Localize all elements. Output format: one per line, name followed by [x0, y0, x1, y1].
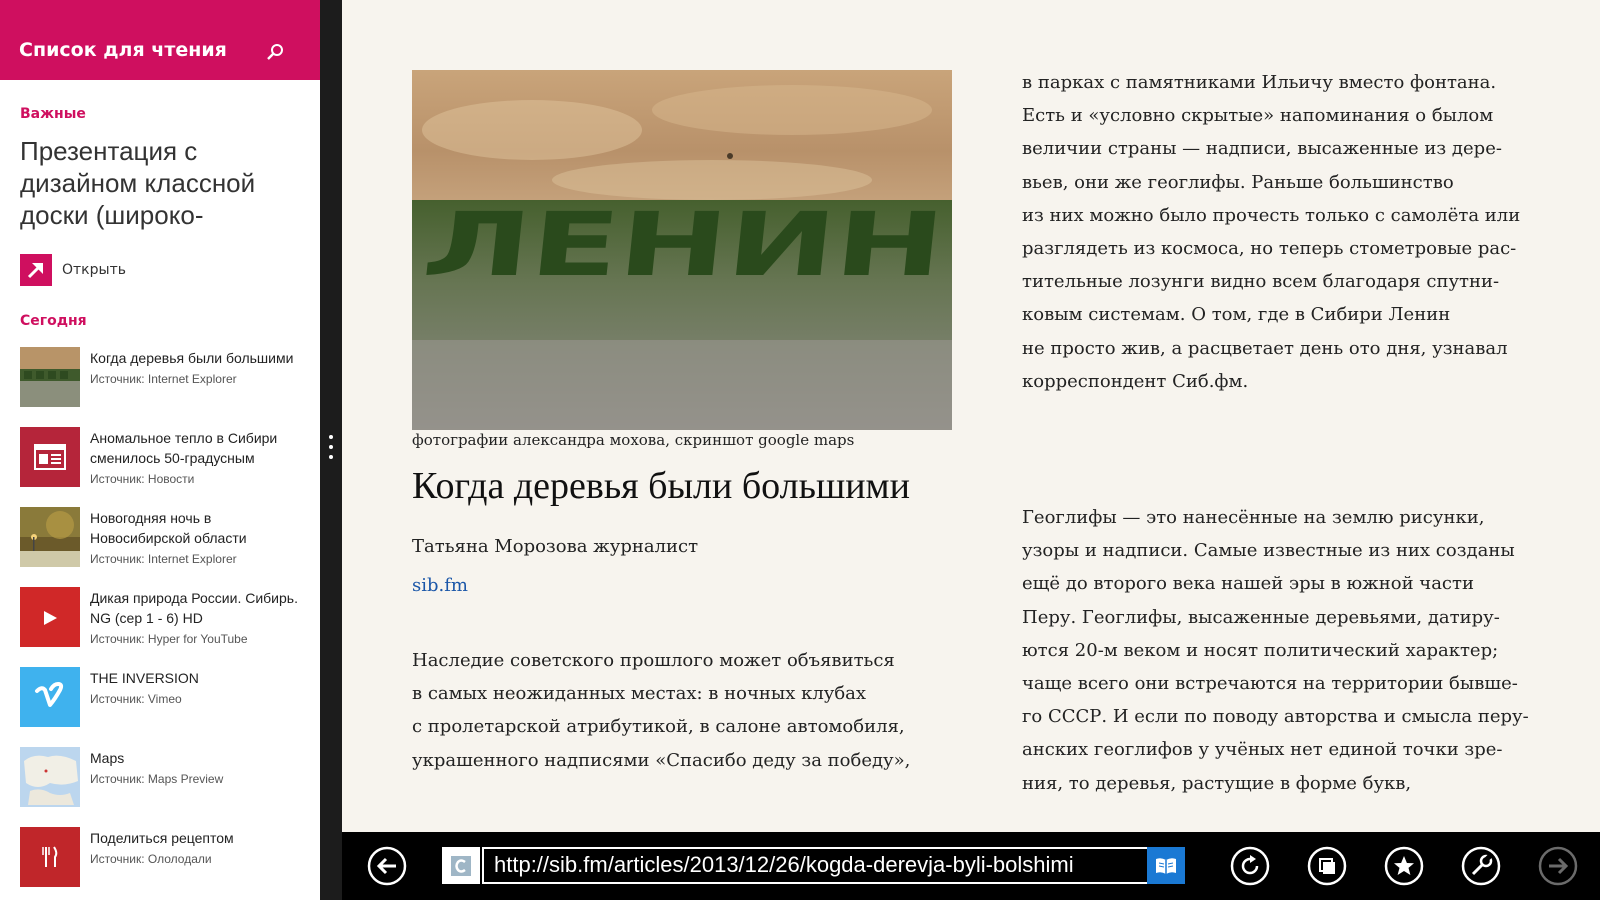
play-icon — [20, 587, 80, 647]
reading-list-item[interactable] — [20, 667, 300, 727]
article-paragraph: Наследие советского прошлого может объявиться в самых неожиданных местах: в ночных клубах с пролетарской атрибутикой, в салоне автомобиля, украшенного надписями «Спасибо деду за победу», — [412, 650, 911, 771]
refresh-icon[interactable] — [1230, 846, 1270, 886]
favorites-icon[interactable] — [1384, 846, 1424, 886]
splitter-grip-icon — [327, 435, 335, 465]
pane-splitter[interactable] — [320, 0, 342, 900]
item-title: Аномальное тепло в Сибири сменилось 50-градусным — [90, 430, 278, 466]
address-bar[interactable]: http://sib.fm/articles/2013/12/26/kogda-derevja-byli-bolshimi — [482, 847, 1147, 884]
winter-night-thumbnail — [20, 507, 80, 567]
item-title: Когда деревья были большими — [90, 350, 294, 366]
item-source: Источник: Internet Explorer — [90, 552, 237, 566]
article-author: Татьяна Морозова журналист — [412, 536, 699, 557]
item-source: Источник: Vimeo — [90, 692, 182, 706]
browser-app-bar — [342, 832, 1600, 900]
vimeo-icon — [20, 667, 80, 727]
news-icon — [20, 427, 80, 487]
section-label-important: Важные — [20, 106, 86, 122]
tree-letters-thumbnail — [20, 347, 80, 407]
open-button[interactable] — [20, 254, 126, 286]
reading-list-header — [0, 0, 320, 80]
article-title: Когда деревья были большими — [412, 465, 910, 507]
article-paragraph: в парках с памятниками Ильичу вместо фонтана. Есть и «условно скрытые» напоминания о былом величии страны — надписи, высаженные из дере- вьев, они же геоглифы. Раньше большинство из них можно было прочесть только с самолёта или разглядеть из космоса, но теперь стометровые рас- тительные лозунги видно всем благодаря спутни- ковым системам. О том, где в Сибири Ленин не просто жив, а расцветает день ото дня, узнавал корреспондент Сиб.фм. — [1022, 72, 1521, 392]
item-title: Поделиться рецептом — [90, 830, 234, 846]
item-source: Источник: Internet Explorer — [90, 372, 237, 386]
item-title: Новогодняя ночь в Новосибирской области — [90, 510, 247, 546]
section-label-today: Сегодня — [20, 313, 87, 329]
tools-icon[interactable] — [1461, 846, 1501, 886]
item-source: Источник: Hyper for YouTube — [90, 632, 248, 646]
reading-list-item[interactable] — [20, 587, 300, 647]
map-thumbnail — [20, 747, 80, 807]
search-icon[interactable] — [266, 42, 286, 62]
forward-icon[interactable] — [1538, 846, 1578, 886]
reading-view-icon[interactable] — [1147, 847, 1185, 884]
article-image — [412, 70, 952, 430]
item-source: Источник: Новости — [90, 472, 195, 486]
item-source: Источник: Maps Preview — [90, 772, 224, 786]
tabs-icon[interactable] — [1307, 846, 1347, 886]
reading-list-item[interactable] — [20, 507, 300, 567]
reading-list-item[interactable] — [20, 427, 300, 487]
reading-list-item[interactable] — [20, 827, 300, 887]
image-tree-letters: ЛЕНИН — [418, 193, 784, 296]
article-source-link[interactable]: sib.fm — [412, 575, 468, 596]
article-paragraph: Геоглифы — это нанесённые на землю рисунки, узоры и надписи. Самые известные из них созданы ещё до второго века нашей эры в южной части Перу. Геоглифы, высаженные деревьями, датиру- ются 20-м веком и носят политический характер; чаще всего они встречаются на территории бывше- го СССР. И если по поводу авторства и смысла перу- анских геоглифов у учёных нет единой точки зре- ния, то деревья, растущие в форме букв, — [1022, 507, 1529, 794]
featured-item-title[interactable]: Презентация с дизайном классной доски (широко- — [20, 136, 256, 230]
item-title: THE INVERSION — [90, 670, 199, 686]
fork-knife-icon — [20, 827, 80, 887]
item-source: Источник: Ололодали — [90, 852, 212, 866]
item-title: Maps — [90, 750, 125, 766]
reading-list-item[interactable] — [20, 747, 300, 807]
arrow-up-right-icon — [20, 254, 52, 286]
item-title: Дикая природа России. Сибирь. NG (сер 1 - 6) HD — [90, 590, 298, 626]
reading-list-pane — [0, 0, 320, 900]
reading-view — [342, 0, 1600, 832]
back-icon[interactable] — [367, 846, 407, 886]
open-label: Открыть — [62, 262, 126, 278]
reading-list-item[interactable] — [20, 347, 300, 407]
reading-list-title: Список для чтения — [19, 39, 227, 61]
photo-caption: фотографии александра мохова, скриншот google maps — [412, 431, 855, 449]
site-favicon-icon — [442, 847, 480, 884]
